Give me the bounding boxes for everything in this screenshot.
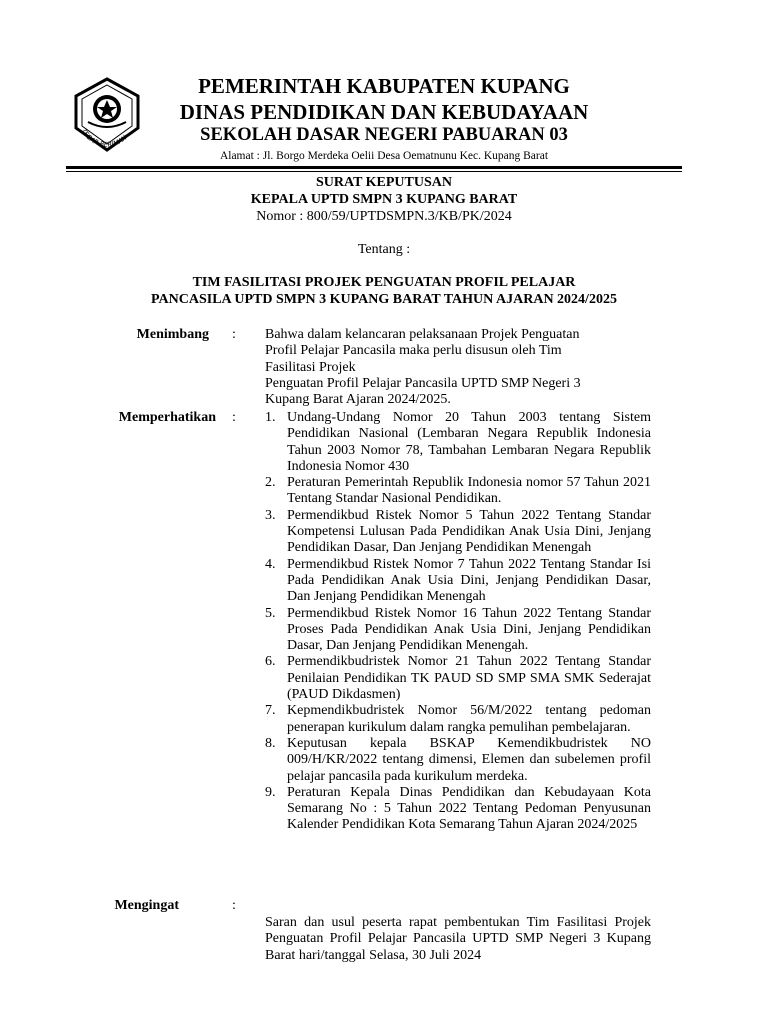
decree-number: Nomor : 800/59/UPTDSMPN.3/KB/PK/2024: [256, 209, 512, 224]
list-item: 9. Peraturan Kepala Dinas Pendidikan dan Kebudayaan Kota Semarang No : 5 Tahun 2022 Tentang Pedoman Penyusunan Kalender Pendidikan Kota Semarang Tahun Ajaran 2024/2025: [265, 784, 651, 833]
list-item: 6. Permendikbudristek Nomor 21 Tahun 2022 Tentang Standar Penilaian Pendidikan TK PAUD SD SMP SMA SMK Sederajat (PAUD Dikdasmen): [265, 654, 651, 703]
decree-subject-line1: TIM FASILITASI PROJEK PENGUATAN PROFIL PELAJAR: [192, 275, 576, 290]
regency-emblem-logo: [70, 76, 144, 156]
memperhatikan-colon: :: [232, 410, 236, 425]
letterhead-divider-thick: [66, 166, 682, 169]
menimbang-label: Menimbang: [136, 327, 209, 342]
decree-about: Tentang :: [357, 242, 411, 257]
letterhead-government: PEMERINTAH KABUPATEN KUPANG: [198, 74, 570, 98]
emblem-motto: TEGAR BERIMAN: [79, 127, 129, 149]
decree-issuer: KEPALA UPTD SMPN 3 KUPANG BARAT: [250, 192, 518, 207]
list-item: 1. Undang-Undang Nomor 20 Tahun 2003 tentang Sistem Pendidikan Nasional (Lembaran Negara Republik Indonesia Tahun 2003 Nomor 78, Tambahan Lembaran Negara Republik Indonesia Nomor 430: [265, 410, 651, 474]
menimbang-colon: :: [232, 327, 236, 342]
list-item: 3. Permendikbud Ristek Nomor 5 Tahun 2022 Tentang Standar Kompetensi Lulusan Pada Pendidikan Anak Usia Dini, Jenjang Pendidikan Dasar, Dan Jenjang Pendidikan Menengah: [265, 507, 651, 556]
menimbang-line: Kupang Barat Ajaran 2024/2025.: [265, 392, 451, 408]
letterhead-department: DINAS PENDIDIKAN DAN KEBUDAYAAN: [179, 100, 589, 124]
list-item: 2. Peraturan Pemerintah Republik Indonesia nomor 57 Tahun 2021 Tentang Standar Nasional Pendidikan.: [265, 475, 651, 507]
memperhatikan-label: Memperhatikan: [118, 410, 216, 425]
mengingat-label: Mengingat: [114, 898, 179, 913]
list-item: 7. Kepmendikbudristek Nomor 56/M/2022 tentang pedoman penerapan kurikulum dalam rangka pemulihan pembelajaran.: [265, 703, 651, 735]
list-item: 8. Keputusan kepala BSKAP Kemendikbudristek NO 009/H/KR/2022 tentang dimensi, Elemen dan subelemen profil pelajar pancasila pada kurikulum merdeka.: [265, 735, 651, 784]
mengingat-colon: :: [232, 898, 236, 913]
letterhead-address: Alamat : Jl. Borgo Merdeka Oelii Desa Oematnunu Kec. Kupang Barat: [219, 150, 549, 162]
letterhead-divider-thin: [66, 171, 682, 172]
memperhatikan-list: [265, 410, 651, 834]
menimbang-line: Fasilitasi Projek: [265, 359, 356, 375]
decree-subject-line2: PANCASILA UPTD SMPN 3 KUPANG BARAT TAHUN AJARAN 2024/2025: [151, 292, 617, 307]
list-item: 5. Permendikbud Ristek Nomor 16 Tahun 2022 Tentang Standar Proses Pada Pendidikan Anak Usia Dini, Jenjang Pendidikan Dasar, Dan Jenjang Pendidikan Menengah.: [265, 605, 651, 654]
mengingat-text: Saran dan usul peserta rapat pembentukan Tim Fasilitasi Projek Penguatan Profil Pelajar Pancasila UPTD SMP Negeri 3 Kupang Barat hari/tanggal Selasa, 30 Juli 2024: [265, 915, 651, 963]
menimbang-line: Profil Pelajar Pancasila maka perlu disusun oleh Tim: [265, 343, 562, 359]
letterhead-school: SEKOLAH DASAR NEGERI PABUARAN 03: [200, 125, 568, 145]
menimbang-text: [265, 327, 655, 408]
list-item: 4. Permendikbud Ristek Nomor 7 Tahun 2022 Tentang Standar Isi Pada Pendidikan Anak Usia Dini, Jenjang Pendidikan Dasar, Dan Jenjang Pendidikan Menengah: [265, 556, 651, 605]
decree-type: SURAT KEPUTUSAN: [315, 175, 452, 190]
menimbang-line: Penguatan Profil Pelajar Pancasila UPTD SMP Negeri 3: [265, 375, 581, 391]
menimbang-line: Bahwa dalam kelancaran pelaksanaan Projek Penguatan: [265, 327, 580, 342]
